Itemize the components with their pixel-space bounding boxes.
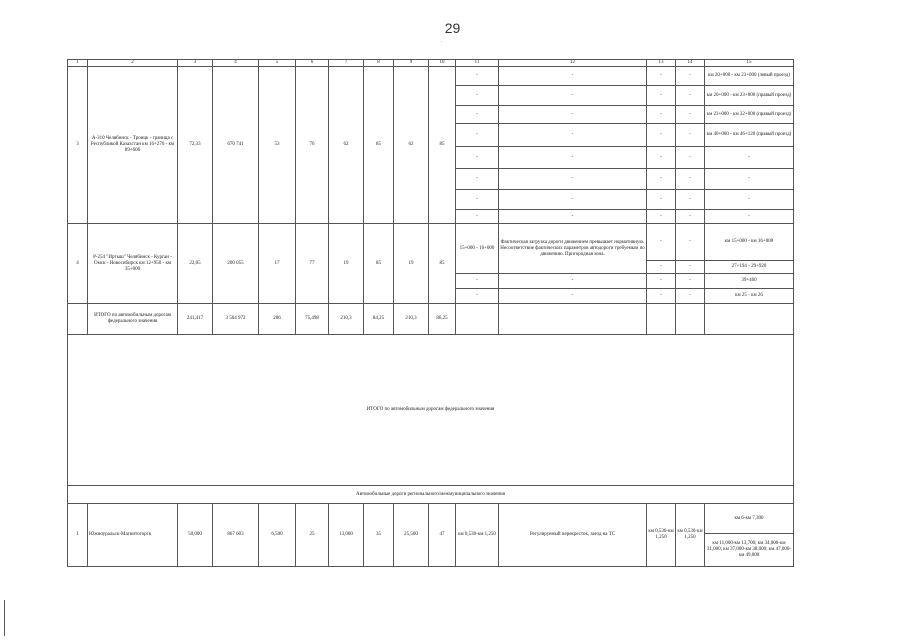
cell: - — [499, 147, 647, 169]
col-header: 10 — [429, 60, 456, 67]
col-header: 6 — [296, 60, 329, 67]
cell: 85 — [364, 224, 394, 304]
cell: - — [499, 289, 647, 304]
cell: - — [676, 261, 705, 274]
cell: 85 — [429, 67, 456, 224]
cell: - — [456, 169, 499, 190]
cell: - — [676, 224, 705, 261]
road-name: Р-254 "Иртыш" Челябинск - Курган - Омск - Новосибирск км 12+950 - км 35+000 — [88, 224, 178, 304]
cell: 17 — [259, 224, 296, 304]
table-row — [68, 224, 794, 261]
cell: 85 — [364, 67, 394, 224]
cell — [676, 304, 705, 335]
cell: 22,05 — [178, 224, 213, 304]
cell: км 15+000 - км 16+000 — [705, 224, 794, 261]
cell: 206 — [259, 304, 296, 335]
col-header: 3 — [178, 60, 213, 67]
cell — [647, 304, 676, 335]
cell: - — [499, 169, 647, 190]
cell: - — [676, 86, 705, 106]
cell: - — [499, 106, 647, 124]
cell: - — [676, 124, 705, 147]
cell: 84,25 — [364, 304, 394, 335]
col-header: 15 — [705, 60, 794, 67]
cell: - — [499, 274, 647, 289]
table-row — [68, 67, 794, 86]
cell: 27+194 - 29+920 — [705, 261, 794, 274]
cell: - — [676, 169, 705, 190]
col-header: 1 — [68, 60, 88, 67]
col-header: 13 — [647, 60, 676, 67]
cell: - — [456, 289, 499, 304]
cell: км 6-км 7,300 — [705, 504, 794, 534]
cell: 25 — [296, 504, 329, 567]
col-header: 7 — [329, 60, 364, 67]
cell: 13,000 — [329, 504, 364, 567]
column-number-row — [68, 60, 794, 67]
cell: - — [456, 124, 499, 147]
cell: км 0,530-км 1,250 — [456, 504, 499, 567]
cell: 210,3 — [329, 304, 364, 335]
cell: 200 055 — [213, 224, 259, 304]
cell: - — [705, 147, 794, 169]
cell: - — [676, 274, 705, 289]
cell: - — [456, 190, 499, 210]
col-header: 12 — [499, 60, 647, 67]
cell: 47 — [429, 504, 456, 567]
cell: 867 603 — [213, 504, 259, 567]
cell: - — [499, 210, 647, 224]
cell: Регулируемый перекресток, заезд на ТС — [499, 504, 647, 567]
cell: - — [647, 106, 676, 124]
margin-line — [4, 600, 5, 636]
cell: - — [647, 261, 676, 274]
cell: 3 564 972 — [213, 304, 259, 335]
col-header: 2 — [88, 60, 178, 67]
row-number: 4 — [68, 224, 88, 304]
cell — [705, 304, 794, 335]
cell: - — [647, 210, 676, 224]
col-header: 8 — [364, 60, 394, 67]
cell: км 25 - км 26 — [705, 289, 794, 304]
cell: 19 — [394, 224, 429, 304]
cell: 77 — [296, 224, 329, 304]
table-row — [68, 504, 794, 534]
cell: - — [647, 224, 676, 261]
cell: - — [647, 147, 676, 169]
cell: 670 741 — [213, 67, 259, 224]
cell: 62 — [394, 67, 429, 224]
cell: 39+460 — [705, 274, 794, 289]
cell: - — [456, 106, 499, 124]
cell: км 20+000 - км 23+000 (левый проезд) — [705, 67, 794, 86]
cell: 35 — [364, 504, 394, 567]
cell — [499, 304, 647, 335]
cell: - — [499, 67, 647, 86]
total-label: ИТОГО по автомобильным дорогам федерального значения — [88, 304, 178, 335]
cell: - — [647, 274, 676, 289]
cell: - — [676, 67, 705, 86]
cell: км 0,530-км 1,250 — [647, 504, 676, 567]
cell: - — [676, 210, 705, 224]
cell: 25,500 — [394, 504, 429, 567]
cell: 72,33 — [178, 67, 213, 224]
cell: - — [676, 106, 705, 124]
cell: 62 — [329, 67, 364, 224]
cell: Фактическая загрузка дороги движением превышает нормативную. Несоответствие фактических параметров автодороги требуемым по движению. Пригородная зона. — [499, 224, 647, 274]
cell: - — [499, 124, 647, 147]
col-header: 9 — [394, 60, 429, 67]
cell: км 40+000 - км 46+120 (правый проезд) — [705, 124, 794, 147]
cell: - — [647, 124, 676, 147]
cell: км 0,530-км 1,250 — [676, 504, 705, 567]
cell: 75,498 — [296, 304, 329, 335]
cell: км 23+000 - км 32+000 (правый проезд) — [705, 106, 794, 124]
cell: - — [499, 190, 647, 210]
cell: - — [647, 86, 676, 106]
cell: 50,000 — [178, 504, 213, 567]
page-number: 29 — [444, 20, 461, 36]
cell: - — [705, 169, 794, 190]
cell: 19 — [329, 224, 364, 304]
cell: - — [647, 289, 676, 304]
cell: - — [676, 289, 705, 304]
col-header: 11 — [456, 60, 499, 67]
cell: - — [647, 67, 676, 86]
cell: - — [705, 210, 794, 224]
table-row-summary — [68, 335, 794, 486]
row-number: 1 — [68, 504, 88, 567]
cell: 241,417 — [178, 304, 213, 335]
cell: - — [456, 210, 499, 224]
cell: - — [456, 86, 499, 106]
cell: - — [676, 147, 705, 169]
cell: 76 — [296, 67, 329, 224]
roads-table — [67, 59, 794, 567]
col-header: 14 — [676, 60, 705, 67]
road-name: А-310 Челябинск - Троицк - граница с Республикой Казахстан км 16+270 - км 89+606 — [88, 67, 178, 224]
cell — [456, 304, 499, 335]
cell: - — [647, 169, 676, 190]
table-row-total — [68, 304, 794, 335]
cell: 210,3 — [394, 304, 429, 335]
cell: - — [647, 190, 676, 210]
col-header: 5 — [259, 60, 296, 67]
cell: 6,500 — [259, 504, 296, 567]
cell: 85 — [429, 224, 456, 304]
row-number: 3 — [68, 67, 88, 224]
cell: км 11,000-км 13,700; км 34,000-км 31,000; км 37,000-км 38,000; км 47,000-км 49,000 — [705, 534, 794, 567]
cell: 53 — [259, 67, 296, 224]
road-name: Южноуральск-Магнитогорск — [88, 504, 178, 567]
scan-dot: . — [441, 38, 443, 44]
cell: 15+000 - 16+000 — [456, 224, 499, 274]
col-header: 4 — [213, 60, 259, 67]
cell: 86,25 — [429, 304, 456, 335]
cell: - — [676, 190, 705, 210]
cell: - — [499, 86, 647, 106]
cell — [68, 304, 88, 335]
cell: - — [456, 274, 499, 289]
cell: - — [456, 147, 499, 169]
cell: км 20+000 - км 23+000 (правый проезд) — [705, 86, 794, 106]
section-heading: Автомобильные дороги регионального/межмуниципального значения — [68, 486, 794, 504]
cell: - — [705, 190, 794, 210]
section-heading-row — [68, 486, 794, 504]
summary-text: ИТОГО по автомобильным дорогам федерального значения — [68, 335, 794, 486]
cell: - — [456, 67, 499, 86]
